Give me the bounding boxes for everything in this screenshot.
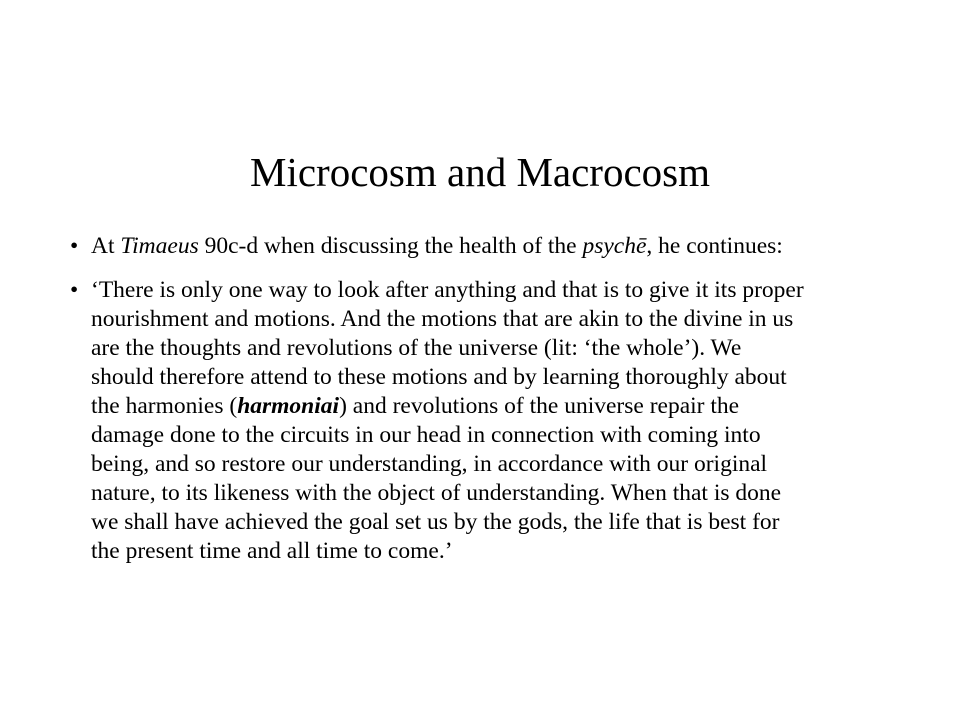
quote-line: damage done to the circuits in our head in connection with coming into	[91, 422, 761, 448]
text-segment: ) and revolutions of the universe repair the	[339, 393, 740, 419]
quote-line: nourishment and motions. And the motions that are akin to the divine in us	[91, 306, 794, 332]
text-segment: At	[91, 233, 121, 259]
bullet-list	[70, 232, 900, 566]
bullet-text	[91, 232, 900, 261]
quote-line: we shall have achieved the goal set us by the gods, the life that is best for	[91, 509, 780, 535]
slide-title: Microcosm and Macrocosm	[250, 149, 710, 195]
text-segment: , he continues:	[646, 233, 783, 259]
italic-term-psyche: psychē	[582, 233, 647, 259]
bullet-item-quotation	[70, 276, 900, 566]
bold-italic-term-harmoniai: harmoniai	[237, 393, 340, 419]
bullet-icon: •	[70, 233, 79, 259]
quote-line: being, and so restore our understanding, in accordance with our original	[91, 451, 768, 477]
quote-line: are the thoughts and revolutions of the universe (lit: ‘the whole’). We	[91, 335, 742, 361]
text-segment: 90c-d when discussing the health of the	[198, 233, 583, 259]
italic-work-title: Timaeus	[120, 233, 199, 259]
quote-line: ‘There is only one way to look after anything and that is to give it its proper	[91, 277, 804, 303]
text-segment: the harmonies (	[91, 393, 238, 419]
quote-line: should therefore attend to these motions and by learning thoroughly about	[91, 364, 787, 390]
quote-line	[91, 392, 900, 421]
quote-line: nature, to its likeness with the object of understanding. When that is done	[91, 480, 782, 506]
bullet-item-timaeus-intro	[70, 232, 900, 261]
quote-line: the present time and all time to come.’	[91, 538, 453, 564]
bullet-icon: •	[70, 277, 79, 303]
